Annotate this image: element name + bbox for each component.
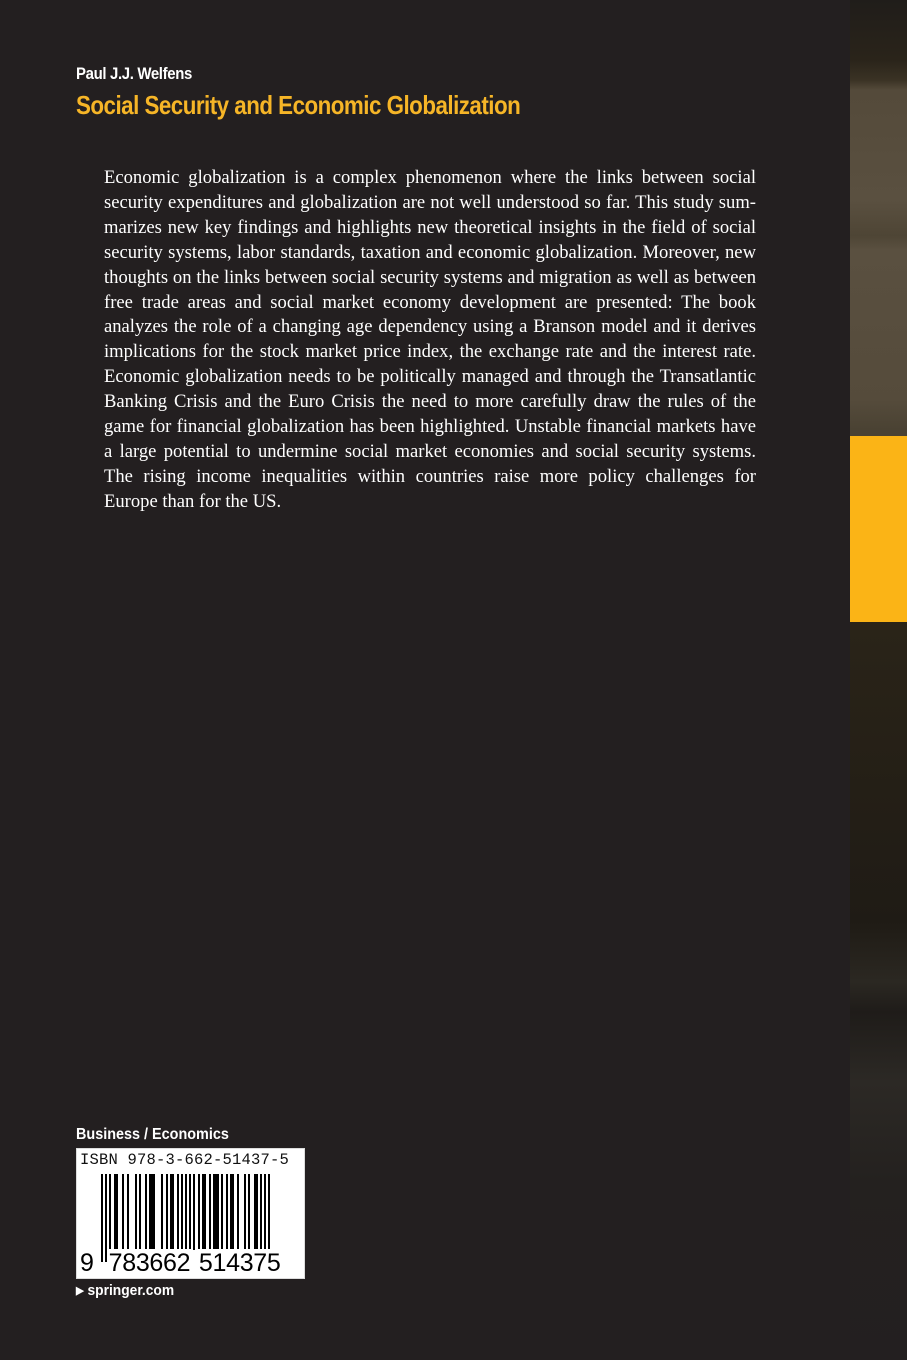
barcode-bars bbox=[101, 1174, 281, 1258]
spine-image-lower bbox=[850, 622, 907, 1360]
book-title: Social Security and Economic Globalization bbox=[76, 90, 521, 120]
ean-digits bbox=[80, 1249, 282, 1278]
ean-first-digit: 9 bbox=[80, 1249, 94, 1277]
ean-left-group: 783662 bbox=[108, 1249, 191, 1277]
isbn-label: ISBN 978-3-662-51437-5 bbox=[80, 1151, 290, 1169]
arrow-right-icon: ▶ bbox=[76, 1285, 84, 1297]
ean-right-group: 514375 bbox=[198, 1249, 281, 1277]
author-name: Paul J.J. Welfens bbox=[76, 64, 192, 83]
isbn-barcode bbox=[76, 1148, 305, 1279]
publisher-link[interactable] bbox=[76, 1282, 174, 1299]
book-description: Economic globalization is a complex phenomenon where the links between social security expenditures and globalization are not well understood so far. This study summarizes new key findings and highlights new theoretical insights in the field of social security systems, labor standards, taxation and economic globalization. Moreover, new thoughts on the links between social security systems and migration as well as between free trade areas and social market economy development are presented: The book analyzes the role of a changing age dependency using a Branson model and it derives implications for the stock market price index, the exchange rate and the interest rate. Economic globalization needs to be politically managed and through the Transatlantic Banking Crisis and the Euro Crisis the need to more carefully draw the rules of the game for financial globalization has been highlighted. Unstable financial markets have a large potential to undermine social market economies and social security systems. The rising income inequalities within countries raise more policy challenges for Europe than for the US. bbox=[104, 167, 756, 512]
subject-category: Business / Economics bbox=[76, 1126, 229, 1143]
publisher-link-text: springer.com bbox=[87, 1282, 175, 1299]
spine-yellow-band bbox=[850, 436, 907, 622]
